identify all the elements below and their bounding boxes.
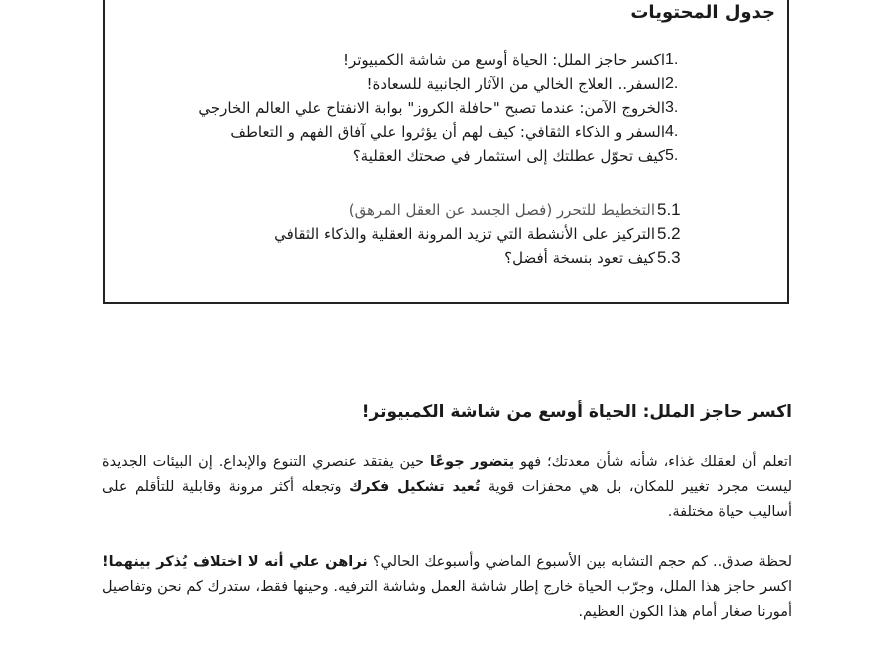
paragraph-text: اكسر حاجز هذا الملل، وجرّب الحياة خارج إطار شاشة العمل وشاشة الترفيه. وحينها فقط، ستدرك كم نحن وتفاصيل أمورنا صغار أمام هذا الكون العظيم. (102, 579, 792, 620)
toc-subitem[interactable] (101, 198, 787, 222)
toc-item-number: 5. (665, 147, 679, 164)
toc-list (101, 48, 787, 168)
body-paragraph (102, 450, 792, 525)
toc-item-text[interactable]: الخروج الآمن: عندما تصبح "حافلة الكروز" بوابة الانفتاح علي العالم الخارجي (198, 99, 665, 117)
body-paragraph (102, 550, 792, 625)
section-heading: اكسر حاجز الملل: الحياة أوسع من شاشة الكمبيوتر! (361, 402, 792, 422)
toc-subitem[interactable] (101, 222, 787, 246)
toc-subitem-number: 5.2 (657, 224, 681, 243)
toc-subitem-number: 5.3 (657, 248, 681, 267)
toc-item-number: 2. (665, 75, 679, 92)
toc-sublist (101, 198, 787, 270)
paragraph-text: لحظة صدق.. كم حجم التشابه بين الأسبوع الماضي وأسبوعك الحالي؟ (367, 554, 792, 570)
toc-item-number: 1. (665, 51, 679, 68)
paragraph-text: حين يفتقد عنصري التنوع والإبداع. إن البيئات الجديدة ليست مجرد تغيير للمكان، بل هي محفزات قوية (102, 454, 793, 495)
toc-item[interactable] (101, 96, 787, 120)
toc-subitem[interactable] (101, 246, 787, 270)
toc-title: جدول المحتويات (630, 2, 775, 23)
table-of-contents-box (103, 0, 789, 304)
toc-subitem-text[interactable]: التركيز على الأنشطة التي تزيد المرونة العقلية والذكاء الثقافي (274, 225, 655, 243)
toc-item-text[interactable]: السفر و الذكاء الثقافي: كيف لهم أن يؤثروا علي آفاق الفهم و التعاطف (230, 123, 665, 141)
bold-phrase: نراهن علي أنه لا اختلاف يُذكر بينهما! (102, 554, 368, 570)
paragraph-text: وتجعله أكثر مرونة وقابلية للتأقلم على أساليب حياة مختلفة. (102, 479, 792, 520)
toc-item[interactable] (101, 48, 787, 72)
toc-item[interactable] (101, 72, 787, 96)
toc-item[interactable] (101, 120, 787, 144)
toc-subitem-number: 5.1 (657, 200, 681, 219)
toc-subitem-text[interactable]: التخطيط للتحرر (فصل الجسد عن العقل المرهق) (348, 201, 655, 219)
bold-phrase: تُعيد تشكيل فكرك (348, 479, 481, 495)
toc-subitem-text[interactable]: كيف تعود بنسخة أفضل؟ (504, 249, 655, 267)
toc-item-text[interactable]: السفر.. العلاج الخالي من الآثار الجانبية للسعادة! (366, 75, 665, 93)
bold-phrase: يتضور جوعًا (429, 454, 515, 470)
toc-item-number: 4. (665, 123, 679, 140)
toc-item[interactable] (101, 144, 787, 168)
paragraph-text: اتعلم أن لعقلك غذاء، شأنه شأن معدتك؛ فهو (514, 454, 792, 470)
toc-item-text[interactable]: كيف تحوّل عطلتك إلى استثمار في صحتك العقلية؟ (352, 147, 665, 165)
toc-item-number: 3. (665, 99, 679, 116)
toc-item-text[interactable]: اكسر حاجز الملل: الحياة أوسع من شاشة الكمبيوتر! (342, 51, 665, 69)
